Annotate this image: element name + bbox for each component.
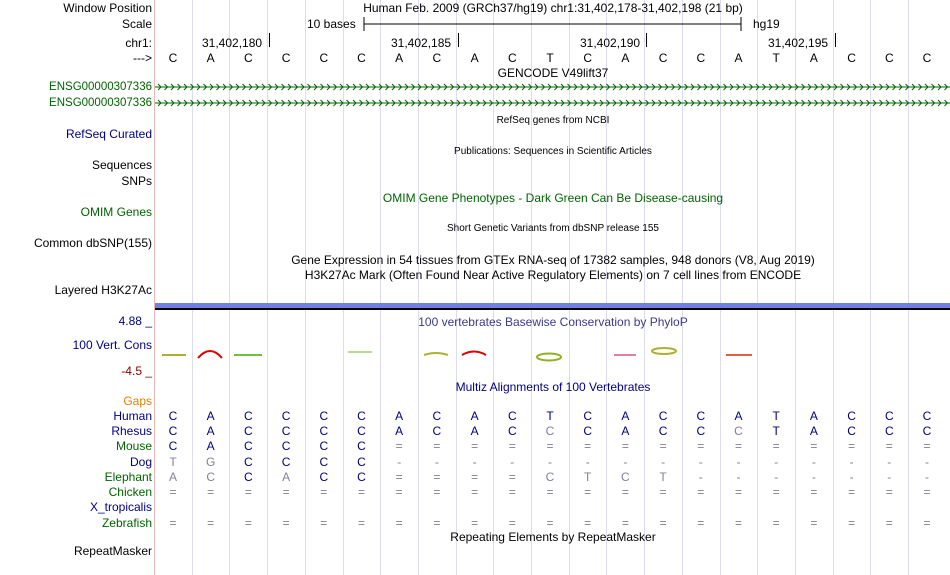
base-letter: C <box>658 51 668 65</box>
alignment-base: = <box>621 439 629 453</box>
alignment-base: - <box>811 455 816 469</box>
base-letter: C <box>583 51 593 65</box>
alignment-base: = <box>508 470 516 484</box>
alignment-base: C <box>168 439 178 453</box>
alignment-base: A <box>470 409 479 423</box>
alignment-base: - <box>849 455 854 469</box>
h3k27ac-label[interactable]: Layered H3K27Ac <box>54 283 152 297</box>
alignment-base: - <box>698 455 703 469</box>
alignment-base: C <box>319 470 329 484</box>
dbsnp-track-title[interactable]: Short Genetic Variants from dbSNP release 155 <box>447 223 659 234</box>
scale-db: hg19 <box>753 17 780 31</box>
alignment-base: = <box>244 516 252 530</box>
alignment-base: C <box>168 424 178 438</box>
base-letter: C <box>357 51 366 65</box>
alignment-base: - <box>925 470 929 484</box>
species-label[interactable]: Human <box>113 409 152 423</box>
alignment-base: C <box>432 424 442 438</box>
alignment-base: C <box>696 424 706 438</box>
alignment-base: = <box>395 439 403 453</box>
alignment-base: = <box>772 485 780 499</box>
alignment-base: C <box>922 409 932 423</box>
alignment-base: = <box>621 516 629 530</box>
alignment-base: = <box>169 485 177 499</box>
alignment-base: = <box>885 485 893 499</box>
alignment-base: - <box>925 455 929 469</box>
base-letter: C <box>847 51 856 65</box>
alignment-base: - <box>736 455 741 469</box>
alignment-base: C <box>884 424 894 438</box>
alignment-base: = <box>433 470 441 484</box>
alignment-base: = <box>433 516 441 530</box>
alignment-base: C <box>357 424 366 438</box>
alignment-base: A <box>395 424 404 438</box>
alignment-base: C <box>658 424 668 438</box>
alignment-base: C <box>244 470 253 484</box>
conservation-track-title[interactable]: 100 vertebrates Basewise Conservation by PhyloP <box>418 315 688 329</box>
alignment-base: - <box>887 455 892 469</box>
alignment-base: A <box>206 439 215 453</box>
alignment-base: C <box>319 455 329 469</box>
alignment-base: - <box>887 470 892 484</box>
alignment-base: = <box>282 485 290 499</box>
alignment-base: = <box>848 439 856 453</box>
alignment-base: = <box>395 516 403 530</box>
alignment-base: - <box>585 455 590 469</box>
scale-text: 10 bases <box>307 17 356 31</box>
base-letter: C <box>884 51 894 65</box>
position-tick-label: 31,402,195 <box>768 36 829 50</box>
alignment-base: C <box>847 424 856 438</box>
alignment-base: = <box>546 439 554 453</box>
alignment-base: = <box>659 439 667 453</box>
alignment-base: C <box>319 439 329 453</box>
alignment-base: - <box>774 455 779 469</box>
h3k27ac-track-title[interactable]: H3K27Ac Mark (Often Found Near Active Regulatory Elements) on 7 cell lines from ENCODE <box>304 268 802 282</box>
gtex-track-title[interactable]: Gene Expression in 54 tissues from GTEx RNA-seq of 17382 samples, 948 donors (V8, Aug 2019) <box>291 253 815 267</box>
base-letter: C <box>696 51 706 65</box>
alignment-base: - <box>434 455 439 469</box>
base-letter: T <box>546 51 554 65</box>
alignment-base: A <box>168 470 178 484</box>
gene-label[interactable]: ENSG00000307336 <box>49 97 152 109</box>
alignment-base: = <box>395 485 403 499</box>
base-letter: A <box>395 51 404 65</box>
alignment-base: C <box>357 409 366 423</box>
alignment-base: C <box>432 409 442 423</box>
alignment-base: C <box>244 409 253 423</box>
species-label[interactable]: Elephant <box>104 470 152 484</box>
alignment-base: C <box>319 424 329 438</box>
alignment-base: = <box>734 516 743 530</box>
alignment-base: C <box>244 455 253 469</box>
base-letter: A <box>206 51 215 65</box>
alignment-base: G <box>206 455 216 469</box>
alignment-base: = <box>508 516 516 530</box>
alignment-base: A <box>206 424 215 438</box>
alignment-base: = <box>810 516 818 530</box>
alignment-base: A <box>621 424 630 438</box>
alignment-base: C <box>319 409 329 423</box>
alignment-base: = <box>584 485 592 499</box>
alignment-base: = <box>810 485 818 499</box>
gaps-label: Gaps <box>123 394 152 408</box>
species-label[interactable]: Zebrafish <box>101 516 152 530</box>
alignment-base: = <box>848 485 856 499</box>
alignment-base: A <box>470 424 479 438</box>
base-letter: C <box>281 51 291 65</box>
alignment-base: C <box>583 409 593 423</box>
base-letter: A <box>809 51 818 65</box>
alignment-base: - <box>661 455 666 469</box>
alignment-base: = <box>433 439 441 453</box>
alignment-base: = <box>471 485 479 499</box>
publications-track-title[interactable]: Publications: Sequences in Scientific Articles <box>454 146 652 157</box>
alignment-base: = <box>697 516 705 530</box>
alignment-base: T <box>772 424 780 438</box>
alignment-base: C <box>545 470 555 484</box>
base-letter: T <box>772 51 780 65</box>
alignment-base: C <box>357 470 366 484</box>
alignment-base: C <box>281 439 291 453</box>
alignment-base: C <box>884 409 894 423</box>
alignment-base: = <box>207 485 215 499</box>
conservation-label[interactable]: 100 Vert. Cons <box>72 338 152 352</box>
alignment-base: C <box>658 409 668 423</box>
alignment-base: C <box>281 409 291 423</box>
alignment-base: = <box>697 439 705 453</box>
conservation-max-value: 4.88 _ <box>118 314 152 328</box>
base-letter: C <box>507 51 517 65</box>
alignment-base: = <box>471 439 479 453</box>
alignment-base: A <box>809 424 818 438</box>
alignment-base: = <box>546 485 554 499</box>
conservation-min-value: -4.5 _ <box>121 364 152 378</box>
alignment-base: C <box>696 409 706 423</box>
base-letter: C <box>168 51 178 65</box>
alignment-base: - <box>510 455 515 469</box>
alignment-base: C <box>168 409 178 423</box>
species-label[interactable]: Mouse <box>115 439 152 453</box>
alignment-base: = <box>659 516 667 530</box>
assembly-position-text: Human Feb. 2009 (GRCh37/hg19) chr1:31,402,178-31,402,198 (21 bp) <box>363 1 743 15</box>
alignment-base: = <box>772 439 780 453</box>
alignment-base: = <box>923 439 931 453</box>
alignment-base: = <box>433 485 441 499</box>
alignment-base: C <box>357 455 366 469</box>
dbsnp-label[interactable]: Common dbSNP(155) <box>33 236 152 250</box>
species-label[interactable]: Chicken <box>108 485 152 499</box>
alignment-base: A <box>282 470 291 484</box>
alignment-base: = <box>471 470 479 484</box>
alignment-base: C <box>206 470 216 484</box>
alignment-base: - <box>736 470 741 484</box>
alignment-base: = <box>546 516 554 530</box>
alignment-base: A <box>734 409 743 423</box>
alignment-base: = <box>734 439 743 453</box>
omim-label[interactable]: OMIM Genes <box>80 205 152 219</box>
alignment-base: = <box>810 439 818 453</box>
alignment-base: T <box>772 409 780 423</box>
alignment-base: = <box>508 485 516 499</box>
alignment-base: C <box>281 424 291 438</box>
alignment-base: - <box>397 455 402 469</box>
alignment-base: = <box>734 485 743 499</box>
alignment-base: T <box>659 470 667 484</box>
alignment-base: C <box>507 424 517 438</box>
alignment-base: - <box>774 470 779 484</box>
alignment-base: - <box>698 470 703 484</box>
position-tick-label: 31,402,185 <box>391 36 452 50</box>
alignment-base: = <box>659 485 667 499</box>
multiz-track-title[interactable]: Multiz Alignments of 100 Vertebrates <box>455 380 651 394</box>
window-position-label: Window Position <box>63 1 152 15</box>
alignment-base: A <box>206 409 215 423</box>
gene-label[interactable]: ENSG00000307336 <box>49 81 152 93</box>
alignment-base: - <box>548 455 552 469</box>
base-letter: A <box>734 51 743 65</box>
alignment-base: = <box>320 516 328 530</box>
alignment-base: C <box>281 455 291 469</box>
scale-label: Scale <box>121 17 152 31</box>
alignment-base: = <box>584 516 592 530</box>
alignment-base: = <box>848 516 856 530</box>
alignment-base: C <box>847 409 856 423</box>
species-label[interactable]: X_tropicalis <box>89 500 152 514</box>
alignment-base: = <box>207 516 215 530</box>
position-tick-label: 31,402,180 <box>202 36 263 50</box>
alignment-base: C <box>734 424 743 438</box>
gencode-track-title[interactable]: GENCODE V49lift37 <box>497 66 609 80</box>
species-label[interactable]: Dog <box>129 455 152 469</box>
species-label[interactable]: Rhesus <box>111 424 152 438</box>
base-letter: A <box>470 51 479 65</box>
alignment-base: C <box>545 424 555 438</box>
base-letter: C <box>319 51 329 65</box>
alignment-base: A <box>809 409 818 423</box>
base-letter: A <box>621 51 630 65</box>
alignment-base: C <box>507 409 517 423</box>
repeatmasker-track-title[interactable]: Repeating Elements by RepeatMasker <box>450 530 656 544</box>
alignment-base: = <box>885 516 893 530</box>
alignment-base: = <box>923 485 931 499</box>
base-letter: C <box>432 51 442 65</box>
alignment-base: = <box>923 516 931 530</box>
omim-track-title[interactable]: OMIM Gene Phenotypes - Dark Green Can Be Disease-causing <box>382 191 724 205</box>
snps-label[interactable]: SNPs <box>121 174 152 188</box>
alignment-base: = <box>885 439 893 453</box>
alignment-base: = <box>357 485 366 499</box>
alignment-base: = <box>244 485 252 499</box>
alignment-base: = <box>697 485 705 499</box>
alignment-base: A <box>395 409 404 423</box>
alignment-base: = <box>282 516 290 530</box>
position-tick-label: 31,402,190 <box>580 36 641 50</box>
alignment-base: C <box>621 470 630 484</box>
alignment-base: C <box>357 439 366 453</box>
alignment-base: T <box>584 470 592 484</box>
alignment-base: = <box>320 485 328 499</box>
alignment-base: - <box>472 455 477 469</box>
alignment-base: = <box>357 516 366 530</box>
alignment-base: = <box>621 485 629 499</box>
base-letter: C <box>244 51 253 65</box>
alignment-base: = <box>772 516 780 530</box>
alignment-base: - <box>623 455 628 469</box>
alignment-base: C <box>244 424 253 438</box>
alignment-base: = <box>169 516 177 530</box>
alignment-base: = <box>471 516 479 530</box>
alignment-base: C <box>583 424 593 438</box>
alignment-base: - <box>849 470 854 484</box>
alignment-base: C <box>244 439 253 453</box>
alignment-base: T <box>169 455 177 469</box>
alignment-base: C <box>922 424 932 438</box>
refseq-track-title[interactable]: RefSeq genes from NCBI <box>496 115 610 126</box>
chrom-label: chr1: <box>125 36 152 50</box>
repeatmasker-label[interactable]: RepeatMasker <box>73 544 152 558</box>
strand-label: ---> <box>133 51 152 65</box>
alignment-base: T <box>546 409 554 423</box>
alignment-base: A <box>621 409 630 423</box>
sequences-label[interactable]: Sequences <box>91 158 152 172</box>
alignment-base: = <box>584 439 592 453</box>
alignment-base: - <box>811 470 816 484</box>
refseq-label[interactable]: RefSeq Curated <box>65 127 152 141</box>
alignment-base: = <box>395 470 403 484</box>
base-letter: C <box>922 51 932 65</box>
alignment-base: = <box>508 439 516 453</box>
